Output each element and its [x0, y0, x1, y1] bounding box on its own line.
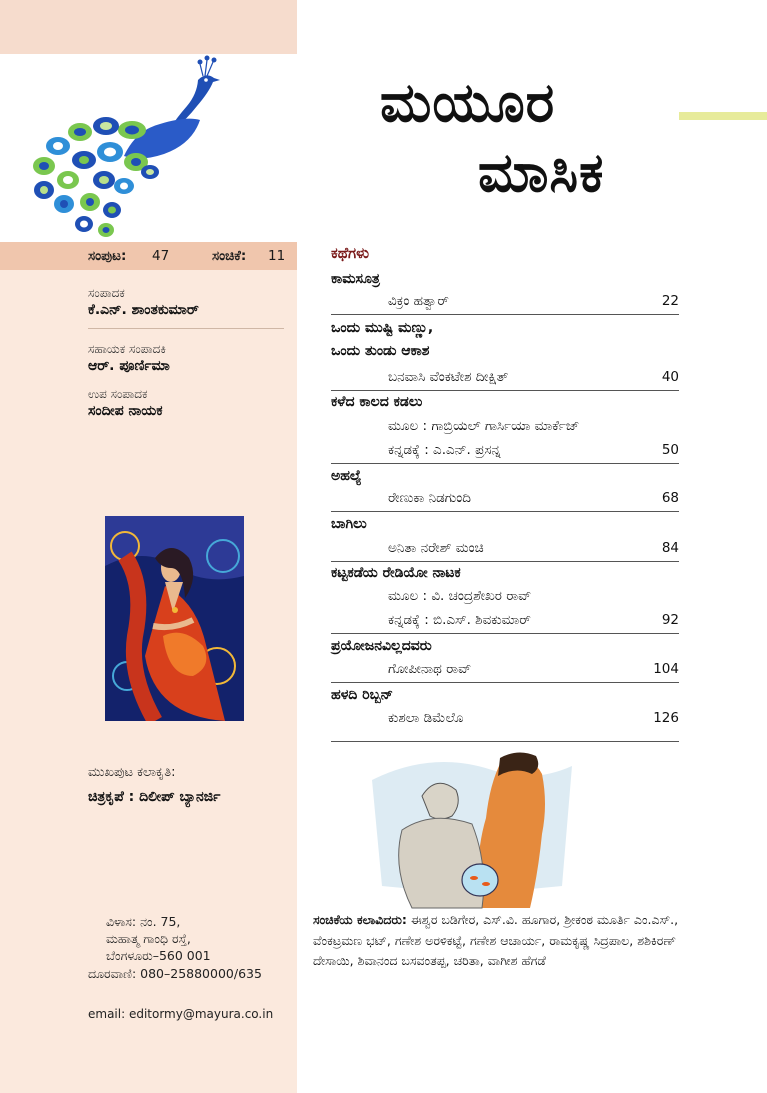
toc-divider	[331, 561, 679, 562]
sub-editor-name: ಸಂದೀಪ ನಾಯಕ	[88, 403, 163, 419]
magazine-title-line-2: ಮಾಸಿಕ	[478, 140, 605, 204]
toc-divider	[331, 741, 679, 742]
toc-translator-6: ಕನ್ನಡಕ್ಕೆ : ಬಿ.ಎಸ್. ಶಿವಕುಮಾರ್	[388, 612, 531, 628]
toc-divider	[331, 511, 679, 512]
asst-editor-label: ಸಹಾಯಕ ಸಂಪಾದಕಿ	[88, 342, 166, 356]
toc-divider	[331, 463, 679, 464]
toc-translator-3: ಕನ್ನಡಕ್ಕೆ : ಎ.ಎನ್. ಪ್ರಸನ್ನ	[388, 442, 501, 458]
toc-divider	[331, 314, 679, 315]
staff-divider	[88, 328, 284, 329]
asst-editor-name: ಆರ್. ಪೂರ್ಣಿಮಾ	[88, 358, 170, 374]
magazine-title-line-1: ಮಯೂರ	[380, 70, 556, 134]
toc-author-1: ವಿಕ್ರಂ ಹತ್ವಾರ್	[388, 293, 449, 309]
sub-editor-label: ಉಪ ಸಂಪಾದಕ	[88, 387, 148, 401]
toc-author-6: ಮೂಲ : ವಿ. ಚಂದ್ರಶೇಖರ ರಾವ್	[388, 588, 532, 604]
toc-page-2: 40	[661, 369, 679, 385]
toc-author-5: ಅನಿತಾ ನರೇಶ್ ಮಂಚಿ	[388, 540, 484, 556]
address-line-1: ವಿಳಾಸ: ನಂ. 75,	[106, 914, 181, 929]
volume-label: ಸಂಪುಟ:	[88, 248, 127, 264]
toc-author-4: ರೇಣುಕಾ ನಿಡಗುಂದಿ	[388, 490, 471, 506]
phone: ದೂರವಾಣಿ: 080–25880000/635	[88, 966, 262, 981]
peacock-logo-icon	[0, 54, 297, 242]
toc-page-1: 22	[661, 293, 679, 309]
logo-area	[0, 54, 297, 242]
toc-page-6: 92	[661, 612, 679, 628]
toc-author-2: ಬನವಾಸಿ ವೆಂಕಟೇಶ ದೀಕ್ಷಿತ್	[388, 369, 509, 385]
address-line-2: ಮಹಾತ್ಮ ಗಾಂಧಿ ರಸ್ತೆ,	[106, 931, 191, 946]
issue-artists-label: ಸಂಚಿಕೆಯ ಕಲಾವಿದರು:	[313, 912, 407, 927]
toc-page-8: 126	[653, 710, 679, 726]
email: email: editormy@mayura.co.in	[88, 1007, 274, 1021]
toc-title-4: ಅಹಲ್ಯೆ	[331, 468, 362, 484]
toc-divider	[331, 682, 679, 683]
number-value: 11	[268, 248, 286, 264]
cover-painting	[105, 516, 244, 721]
story-illustration	[352, 750, 584, 910]
toc-title-7: ಪ್ರಯೋಜನವಿಲ್ಲದವರು	[331, 638, 432, 654]
editor-name: ಕೆ.ಎನ್. ಶಾಂತಕುಮಾರ್	[88, 302, 199, 318]
address-line-3: ಬೆಂಗಳೂರು–560 001	[106, 948, 211, 963]
toc-heading: ಕಥೆಗಳು	[331, 244, 370, 262]
toc-author-8: ಕುಶಲಾ ಡಿಮೆಲೊ	[388, 710, 464, 726]
volume-value: 47	[152, 248, 170, 264]
number-label: ಸಂಚಿಕೆ:	[212, 248, 247, 264]
cover-art-credit: ಚಿತ್ರಕೃಪೆ : ದಿಲೀಪ್ ಬ್ಯಾನರ್ಜಿ	[88, 789, 221, 805]
editor-label: ಸಂಪಾದಕ	[88, 286, 125, 300]
toc-title-8: ಹಳದಿ ರಿಬ್ಬನ್	[331, 687, 394, 703]
toc-title-3: ಕಳೆದ ಕಾಲದ ಕಡಲು	[331, 394, 423, 410]
issue-artists	[313, 910, 703, 972]
toc-title-5: ಬಾಗಿಲು	[331, 516, 367, 532]
issue-bar	[0, 242, 297, 270]
toc-title-6: ಕಟ್ಟಕಡೆಯ ರೇಡಿಯೋ ನಾಟಕ	[331, 565, 461, 581]
toc-page-5: 84	[661, 540, 679, 556]
toc-page-4: 68	[661, 490, 679, 506]
toc-divider	[331, 633, 679, 634]
toc-page-3: 50	[661, 442, 679, 458]
toc-author-3: ಮೂಲ : ಗಾಬ್ರಿಯಲ್ ಗಾರ್ಸಿಯಾ ಮಾರ್ಕೆಜ್	[388, 418, 580, 434]
sidebar-top-band	[0, 0, 297, 54]
issue-artists-list: ಈಶ್ವರ ಬಡಿಗೇರ, ಎಸ್.ವಿ. ಹೂಗಾರ, ಶ್ರೀಕಂಠ ಮೂರ್ತಿ ಎಂ.ಎಸ್., ವೆಂಕಟ್ರಮಣ ಭಟ್, ಗಣೇಶ ಅರಳಿಕಟ್ಟೆ, ಗಣೇಶ ಆಚಾರ್ಯ, ರಾಮಕೃಷ್ಣ ಸಿದ್ರಪಾಲ, ಶಶಿಕಿರಣ್ ದೇಸಾಯಿ, ಶಿವಾನಂದ ಬಸವಂತಪ್ಪ, ಚರಿತಾ, ವಾಗೀಶ ಹೆಗಡೆ	[313, 912, 679, 968]
toc-divider	[331, 390, 679, 391]
toc-title-1: ಕಾಮಸೂತ್ರ	[331, 271, 380, 287]
toc-author-7: ಗೋಪೀನಾಥ ರಾವ್	[388, 661, 472, 677]
accent-bar	[679, 112, 767, 120]
toc-title-2b: ಒಂದು ತುಂಡು ಆಕಾಶ	[331, 343, 430, 359]
cover-art-label: ಮುಖಪುಟ ಕಲಾಕೃತಿ:	[88, 765, 176, 780]
peacock-feathers	[33, 117, 159, 237]
toc-title-2: ಒಂದು ಮುಷ್ಟಿ ಮಣ್ಣು,	[331, 320, 434, 336]
toc-page-7: 104	[653, 661, 679, 677]
